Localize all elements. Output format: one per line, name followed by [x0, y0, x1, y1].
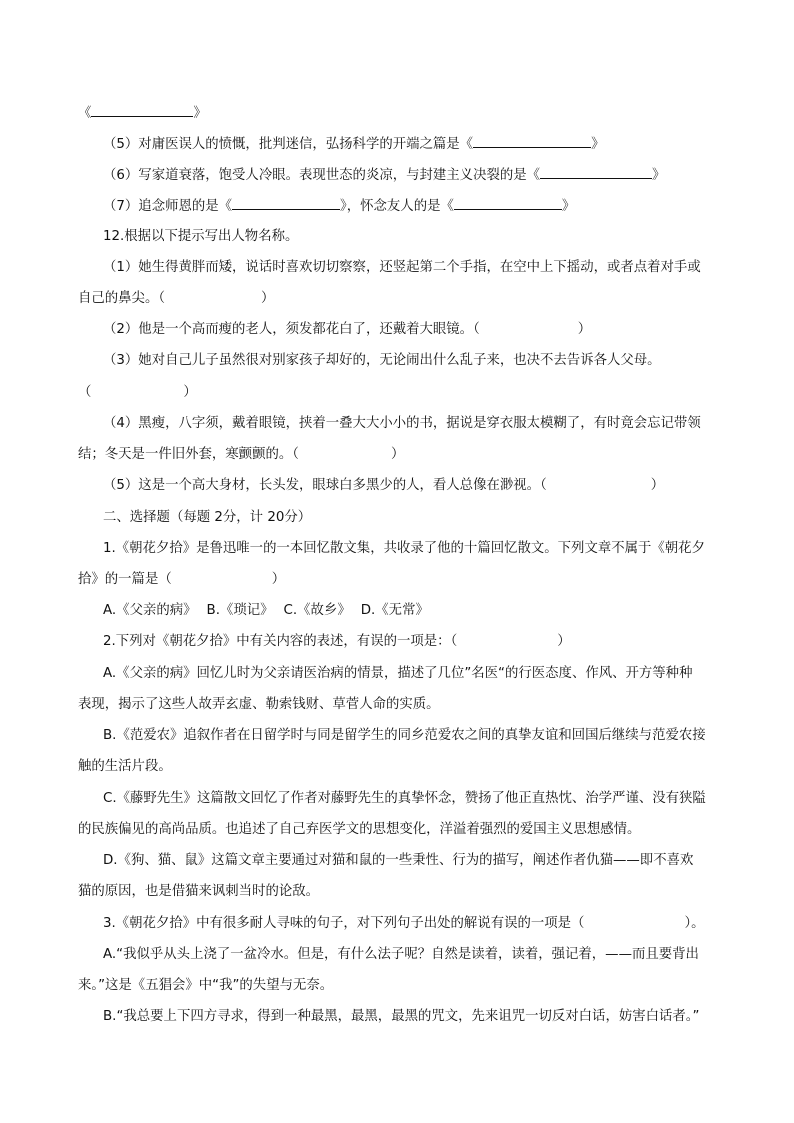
text: 自己的鼻尖。（	[78, 291, 166, 306]
text: 》，怀念友人的是《	[340, 199, 454, 214]
text: （5）这是一个高大身材，长头发，眼球白多黑少的人，看人总像在渺视。（	[103, 478, 547, 493]
question-12-3-line1: （3）她对自己儿子虽然很对别家孩子却好的，无论闹出什么乱子来，也决不去告诉各人父母。	[103, 353, 661, 368]
text: ）	[261, 291, 275, 306]
text: （6）写家道衰落，饱受人冷眼。表现世态的炎凉，与封建主义决裂的是《	[103, 168, 541, 183]
choice-2-stem	[103, 633, 753, 651]
answer-blank[interactable]	[91, 103, 193, 117]
question-12-5	[103, 477, 753, 495]
answer-blank[interactable]	[473, 134, 591, 148]
choice-2-option-b-line1: B.《范爱农》追叙作者在日留学时与同是留学生的同乡范爱农之间的真挚友谊和回国后继续与范爱农接	[103, 728, 706, 743]
text: 》	[591, 137, 605, 152]
section-heading-choice: 二、选择题（每题 2分，计 20分）	[103, 510, 312, 525]
text: ）	[577, 322, 592, 337]
text: ）。	[684, 916, 705, 931]
choice-1-line1: 1.《朝花夕拾》是鲁迅唯一的一本回忆散文集，共收录了他的十篇回忆散文。下列文章不属于《朝花夕	[103, 541, 705, 556]
choice-1-line2	[78, 571, 728, 589]
choice-3-option-b-line1: B.“我总要上下四方寻求，得到一种最黑，最黑，最黑的咒文，先来诅咒一切反对白话，妨害白话者。”	[103, 1009, 700, 1024]
text: 2.下列对《朝花夕拾》中有关内容的表述，有误的一项是：（	[103, 634, 458, 649]
question-12-4-line2	[78, 446, 728, 464]
text: ）	[271, 572, 286, 587]
text: 拾》的一篇是（	[78, 572, 172, 587]
choice-2-option-a-line2: 表现，揭示了这些人故弄玄虚、勒索钱财、草菅人命的实质。	[78, 697, 440, 712]
text: （5）对庸医误人的愤慨，批判迷信，弘扬科学的开端之篇是《	[103, 137, 474, 152]
question-11-7	[103, 196, 753, 214]
text: （7）追念师恩的是《	[103, 199, 233, 214]
question-11-6	[103, 165, 753, 183]
text: ）	[390, 447, 405, 462]
text: 》	[561, 199, 576, 214]
choice-1-options	[103, 602, 753, 620]
answer-blank[interactable]	[232, 196, 340, 210]
choice-3-option-a-line2: 来。”这是《五猖会》中“我”的失望与无奈。	[78, 978, 334, 993]
answer-blank[interactable]	[540, 165, 652, 179]
option-a: A.《父亲的病》	[103, 603, 197, 618]
option-b: B.《琐记》	[206, 603, 274, 618]
text: ）	[183, 385, 197, 400]
choice-3-option-a-line1: A.“我似乎从头上浇了一盆冷水。但是，有什么法子呢？自然是读着，读着，强记着，——而且要背出	[103, 947, 699, 962]
question-12-1-line2	[78, 290, 728, 308]
text: 结；冬天是一件旧外套，寒颤颤的。（	[78, 447, 299, 462]
question-12-4-line1: （4）黑瘦，八字须，戴着眼镜，挟着一叠大大小小的书，据说是穿衣服太模糊了，有时竟会忘记带领	[103, 416, 701, 431]
text: ）	[557, 634, 571, 649]
question-12-1-line1: （1）她生得黄胖而矮，说话时喜欢切切察察，还竖起第二个手指，在空中上下摇动，或者点着对手或	[103, 260, 701, 275]
choice-2-option-c-line1: C.《藤野先生》这篇散文回忆了作者对藤野先生的真挚怀念，赞扬了他正直热忱、治学严谨、没有狭隘	[103, 791, 706, 806]
choice-2-option-d-line2: 猫的原因，也是借猫来讽刺当时的论敌。	[78, 884, 320, 899]
question-11-5	[103, 134, 753, 152]
text: ）	[650, 478, 665, 493]
choice-2-option-d-line1: D.《狗、猫、鼠》这篇文章主要通过对猫和鼠的一些秉性、行为的描写，阐述作者仇猫——即不喜欢	[103, 853, 694, 868]
line-item-4-continuation	[78, 103, 728, 121]
choice-2-option-c-line2: 的民族偏见的高尚品质。也追述了自己弃医学文的思想变化，洋溢着强烈的爱国主义思想感情。	[78, 822, 641, 837]
option-c: C.《故乡》	[283, 603, 351, 618]
answer-blank[interactable]	[454, 196, 562, 210]
text: 》	[193, 106, 207, 121]
text: 《	[78, 106, 92, 121]
choice-3-stem	[103, 915, 753, 933]
text: 3.《朝花夕拾》中有很多耐人寻味的句子，对下列句子出处的解说有误的一项是（	[103, 916, 585, 931]
choice-2-option-b-line2: 触的生活片段。	[78, 759, 172, 774]
option-d: D.《无常》	[360, 603, 429, 618]
question-12-heading: 12.根据以下提示写出人物名称。	[103, 229, 299, 244]
text: （	[78, 385, 92, 400]
text: 》	[652, 168, 666, 183]
question-12-2	[103, 321, 753, 339]
choice-2-option-a-line1: A.《父亲的病》回忆儿时为父亲请医治病的情景，描述了几位”名医“的行医态度、作风、开方等种种	[103, 666, 693, 681]
question-12-3-line2	[78, 384, 728, 402]
text: （2）他是一个高而瘦的老人，须发都花白了，还戴着大眼镜。（	[103, 322, 480, 337]
